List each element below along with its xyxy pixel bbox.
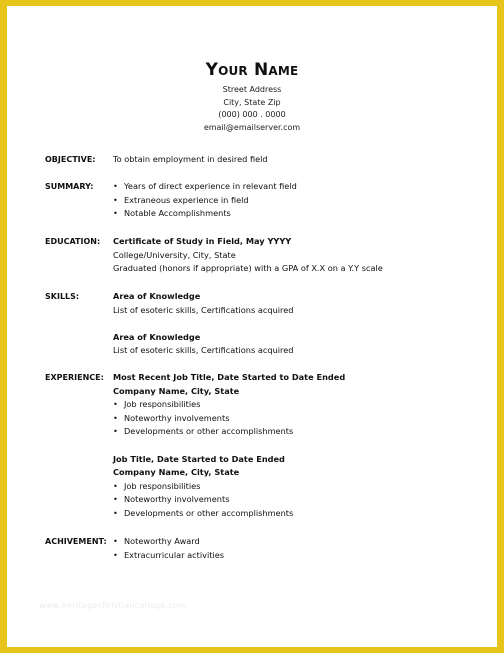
email-address: email@emailserver.com bbox=[203, 123, 301, 133]
candidate-name: Your Name bbox=[205, 60, 299, 80]
job-company: Company Name, City, State bbox=[113, 385, 240, 396]
summary-item: • Notable Accomplishments bbox=[113, 207, 483, 221]
experience-label: EXPERIENCE: bbox=[45, 373, 104, 382]
objective-label: OBJECTIVE: bbox=[45, 155, 96, 164]
achievement-item: • Extracurricular activities bbox=[113, 549, 483, 563]
phone-number: (000) 000 . 0000 bbox=[218, 110, 286, 120]
summary-item: • Extraneous experience in field bbox=[113, 194, 483, 208]
job-item: • Developments or other accomplishments bbox=[113, 507, 483, 521]
job-item: • Job responsibilities bbox=[113, 398, 483, 412]
achievement-label: ACHIVEMENT: bbox=[45, 537, 107, 546]
education-title: Certificate of Study in Field, May YYYY bbox=[113, 236, 292, 246]
achievement-item: • Noteworthy Award bbox=[113, 535, 483, 549]
watermark: www.heritagechristiancollege.com bbox=[39, 601, 187, 610]
resume-page bbox=[7, 6, 497, 647]
summary-label: SUMMARY: bbox=[45, 182, 94, 191]
job-item: • Noteworthy involvements bbox=[113, 412, 483, 426]
job-company: Company Name, City, State bbox=[113, 467, 240, 478]
job-item: • Developments or other accomplishments bbox=[113, 425, 483, 439]
education-school: College/University, City, State bbox=[113, 249, 236, 260]
skill-area-detail: List of esoteric skills, Certifications acquired bbox=[113, 304, 294, 315]
job-title: Job Title, Date Started to Date Ended bbox=[113, 453, 285, 464]
skills-label: SKILLS: bbox=[45, 292, 80, 301]
resume-header bbox=[7, 60, 497, 135]
skill-area-title: Area of Knowledge bbox=[113, 331, 201, 342]
skill-area-title: Area of Knowledge bbox=[113, 291, 201, 301]
summary-item: • Years of direct experience in relevant field bbox=[113, 180, 483, 194]
skill-area-detail: List of esoteric skills, Certifications acquired bbox=[113, 345, 294, 356]
job-item: • Job responsibilities bbox=[113, 480, 483, 494]
job-item: • Noteworthy involvements bbox=[113, 493, 483, 507]
objective-text: To obtain employment in desired field bbox=[113, 154, 268, 164]
street-address: Street Address bbox=[222, 85, 282, 94]
education-label: EDUCATION: bbox=[45, 237, 101, 246]
job-title: Most Recent Job Title, Date Started to Date Ended bbox=[113, 372, 346, 382]
city-state-zip: City, State Zip bbox=[223, 97, 281, 107]
education-detail: Graduated (honors if appropriate) with a GPA of X.X on a Y.Y scale bbox=[113, 263, 383, 274]
